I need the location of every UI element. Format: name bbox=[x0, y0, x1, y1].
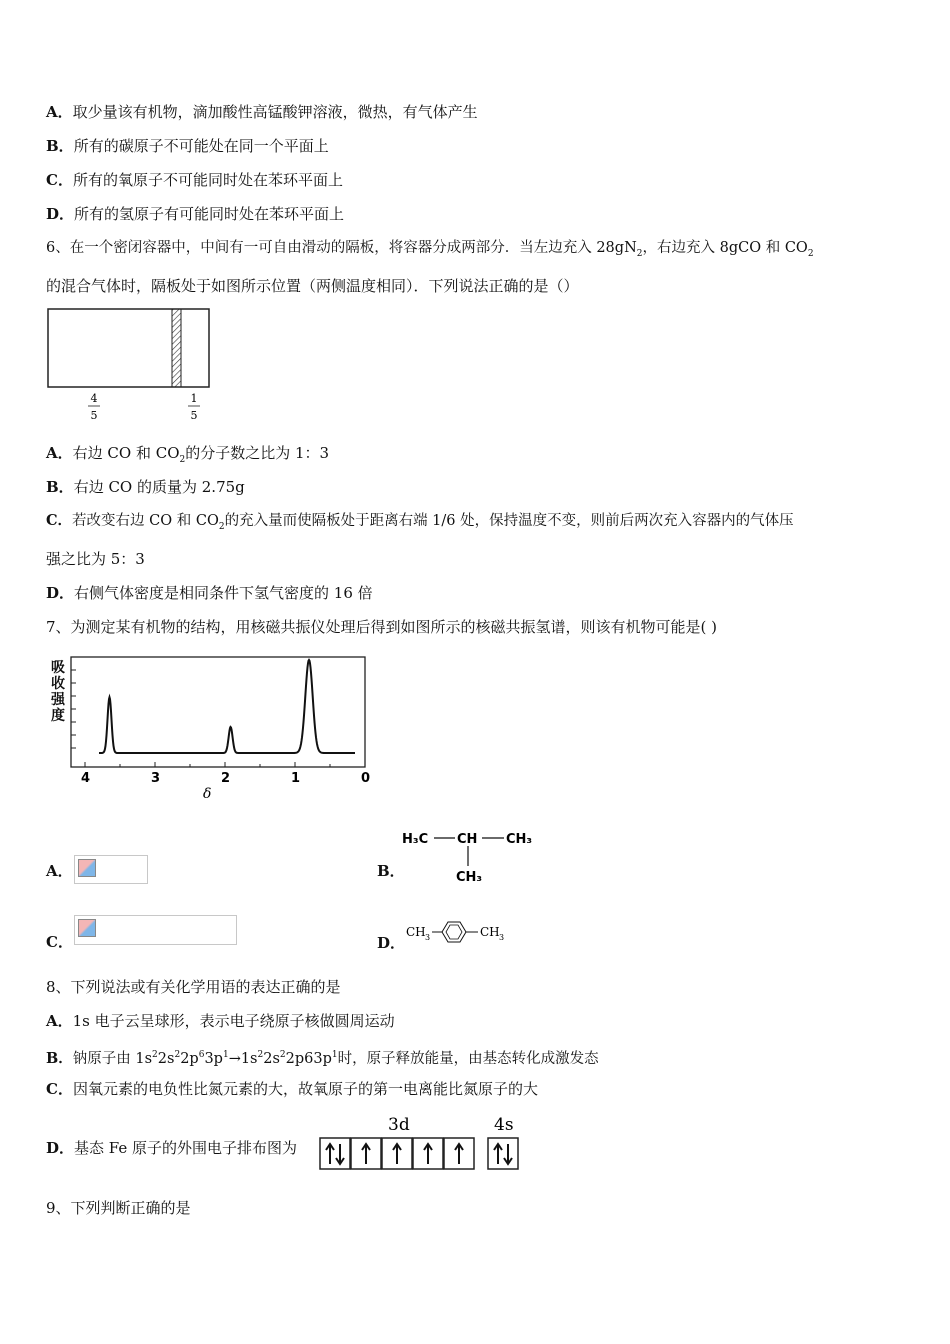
q5-option-c bbox=[46, 170, 343, 190]
fraction-left-denominator: 5 bbox=[90, 409, 98, 422]
broken-image-icon bbox=[78, 919, 96, 937]
option-text: 因氧元素的电负性比氮元素的大，故氧原子的第一电离能比氮原子的大 bbox=[72, 1080, 538, 1098]
option-text: 1s 电子云呈球形，表示电子绕原子核做圆周运动 bbox=[72, 1012, 395, 1030]
broken-image-icon bbox=[78, 859, 96, 877]
spin-up-arrow bbox=[494, 1144, 502, 1164]
option-text: 时，原子释放能量，由基态转化成激发态 bbox=[337, 1050, 599, 1067]
orbital-4s-label: 4s bbox=[494, 1115, 514, 1135]
q6-option-c bbox=[46, 511, 794, 537]
subscript: 2 bbox=[218, 521, 225, 532]
orbital-box bbox=[320, 1138, 350, 1169]
partition bbox=[172, 309, 181, 387]
fraction-left-numerator: 4 bbox=[90, 392, 98, 405]
spin-down-arrow bbox=[336, 1144, 344, 1164]
q7-option-a-image bbox=[74, 855, 148, 884]
q7-stem: 7、为测定某有机物的结构，用核磁共振仪处理后得到如图所示的核磁共振氢谱，则该有机物可能是( ) bbox=[46, 618, 718, 636]
q6-stem-part2: ，右边充入 8gCO 和 CO bbox=[642, 240, 808, 256]
q8-stem: 8、下列说法或有关化学用语的表达正确的是 bbox=[46, 978, 341, 996]
option-label: A． bbox=[46, 1012, 73, 1030]
option-text: 2s bbox=[157, 1050, 175, 1067]
fraction-right-denominator: 5 bbox=[190, 409, 198, 422]
fraction-right-numerator: 1 bbox=[190, 392, 198, 405]
option-text: 若改变右边 CO 和 CO bbox=[72, 513, 219, 529]
superscript: 6 bbox=[198, 1050, 205, 1060]
x-tick-label: 2 bbox=[221, 771, 231, 786]
formula-ch3-left: CH bbox=[406, 925, 426, 939]
orbital-box bbox=[488, 1138, 518, 1169]
q6-stem-line2: 的混合气体时，隔板处于如图所示位置（两侧温度相同）．下列说法正确的是（） bbox=[46, 277, 579, 295]
superscript: 2 bbox=[174, 1050, 181, 1060]
option-label: B． bbox=[46, 137, 74, 155]
q7-option-b-label: B． bbox=[377, 862, 405, 880]
superscript: 2 bbox=[279, 1050, 286, 1060]
svg-text:3: 3 bbox=[425, 933, 431, 942]
q5-option-a bbox=[46, 102, 478, 122]
option-text: 2p63p bbox=[285, 1050, 332, 1067]
nmr-ylabel bbox=[46, 660, 70, 724]
spin-up-arrow bbox=[424, 1144, 432, 1164]
q8-option-c bbox=[46, 1079, 538, 1099]
option-text: 所有的氢原子有可能同时处在苯环平面上 bbox=[74, 205, 345, 223]
option-text: 所有的氧原子不可能同时处在苯环平面上 bbox=[72, 171, 343, 189]
q6-option-d bbox=[46, 583, 373, 603]
superscript: 2 bbox=[152, 1050, 158, 1060]
q7-option-d-structure bbox=[404, 914, 524, 948]
spin-up-arrow bbox=[393, 1144, 401, 1164]
option-label: A． bbox=[46, 103, 73, 121]
option-text: 钠原子由 1s bbox=[72, 1050, 153, 1067]
fe-orbital-diagram bbox=[316, 1110, 526, 1174]
x-axis-label: δ bbox=[203, 786, 212, 802]
x-tick-label: 0 bbox=[361, 771, 371, 786]
option-text: 取少量该有机物，滴加酸性高锰酸钾溶液，微热，有气体产生 bbox=[72, 103, 478, 121]
container-partition-figure bbox=[46, 306, 216, 430]
orbital-boxes bbox=[320, 1138, 518, 1169]
formula-h3c: H₃C bbox=[402, 832, 429, 847]
option-label: B． bbox=[46, 478, 74, 496]
option-label: C． bbox=[46, 512, 73, 529]
option-text: 3p bbox=[204, 1050, 223, 1067]
option-text: →1s bbox=[228, 1050, 258, 1067]
q8-option-b bbox=[46, 1045, 599, 1069]
superscript: 2 bbox=[257, 1050, 264, 1060]
spectrum-line bbox=[99, 660, 355, 753]
x-ticks bbox=[81, 762, 370, 786]
option-label: D． bbox=[46, 584, 75, 602]
q5-option-b bbox=[46, 136, 329, 156]
q9-stem: 9、下列判断正确的是 bbox=[46, 1199, 191, 1217]
option-label: D． bbox=[46, 205, 75, 223]
q5-option-d bbox=[46, 204, 344, 224]
q7-option-d-label: D． bbox=[377, 934, 406, 952]
spin-up-arrow bbox=[455, 1144, 463, 1164]
q7-option-c-label: C． bbox=[46, 933, 73, 951]
formula-ch3: CH₃ bbox=[506, 832, 533, 847]
option-text: 右边 CO 的质量为 2.75g bbox=[73, 478, 245, 496]
superscript: 1 bbox=[331, 1050, 338, 1060]
option-text: 2s bbox=[263, 1050, 280, 1067]
q7-option-a-label: A． bbox=[46, 862, 73, 880]
nmr-spectrum-chart bbox=[68, 652, 378, 802]
option-text: 的充入量而使隔板处于距离右端 1/6 处，保持温度不变，则前后两次充入容器内的气体压 bbox=[224, 513, 794, 529]
subscript: 2 bbox=[807, 248, 814, 259]
q7-option-c-image bbox=[74, 915, 237, 945]
x-tick-label: 1 bbox=[291, 771, 301, 786]
svg-text:3: 3 bbox=[499, 933, 505, 942]
q6-option-c-cont: 强之比为 5：3 bbox=[46, 550, 145, 568]
formula-ch3-branch: CH₃ bbox=[456, 870, 483, 885]
option-label: C． bbox=[46, 171, 73, 189]
option-text: 基态 Fe 原子的外围电子排布图为 bbox=[74, 1139, 298, 1157]
option-text: 右侧气体密度是相同条件下氢气密度的 16 倍 bbox=[74, 584, 373, 602]
container-outline bbox=[48, 309, 209, 387]
y-ticks bbox=[71, 670, 76, 748]
option-label: B． bbox=[46, 1049, 73, 1067]
ylabel-text: 吸 收 强 度 bbox=[51, 660, 65, 724]
q7-option-b-structure bbox=[400, 826, 540, 886]
q8-option-a bbox=[46, 1011, 395, 1031]
option-label: A． bbox=[46, 444, 73, 462]
option-label: D． bbox=[46, 1139, 75, 1157]
formula-ch3-right: CH bbox=[480, 925, 500, 939]
x-tick-label: 4 bbox=[81, 771, 91, 786]
spin-up-arrow bbox=[326, 1144, 334, 1164]
option-text: 2p bbox=[180, 1050, 199, 1067]
q8-option-d bbox=[46, 1138, 297, 1158]
option-text: 所有的碳原子不可能处在同一个平面上 bbox=[73, 137, 329, 155]
option-text: 的分子数之比为 1：3 bbox=[185, 444, 330, 462]
q6-option-a bbox=[46, 443, 329, 470]
subscript: 2 bbox=[636, 248, 643, 259]
orbital-3d-label: 3d bbox=[388, 1115, 410, 1135]
subscript: 2 bbox=[179, 455, 186, 465]
superscript: 1 bbox=[222, 1050, 229, 1060]
option-label: C． bbox=[46, 1080, 73, 1098]
x-tick-label: 3 bbox=[151, 771, 161, 786]
spin-up-arrow bbox=[362, 1144, 370, 1164]
formula-ch: CH bbox=[457, 832, 478, 847]
q6-stem-line1 bbox=[46, 238, 814, 264]
option-text: 右边 CO 和 CO bbox=[72, 444, 180, 462]
q6-stem-part1: 6、在一个密闭容器中，中间有一可自由滑动的隔板，将容器分成两部分．当左边充入 28gN bbox=[46, 240, 637, 256]
q6-option-b bbox=[46, 477, 245, 497]
spin-down-arrow bbox=[504, 1144, 512, 1164]
